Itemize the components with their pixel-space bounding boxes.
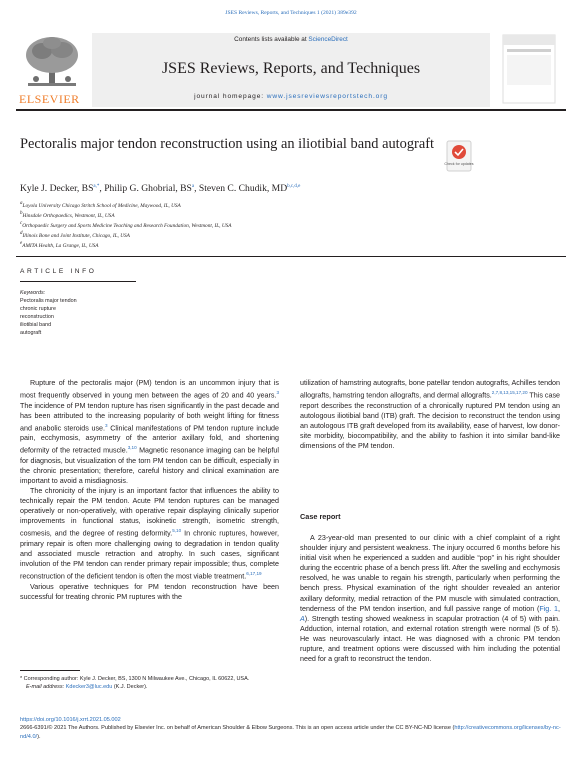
sciencedirect-link[interactable]: ScienceDirect [308, 36, 348, 43]
citation[interactable]: 3 [105, 422, 108, 428]
body-column-right-case [300, 533, 560, 664]
license-text: 2666-6391/© 2021 The Authors. Published by Elsevier Inc. on behalf of American Shoulder & Elbow Surgeons. This is an open access article under the CC BY-NC-ND license (http://creativecommons.org/licenses/by-nc-nd/4.0/). [20, 725, 561, 740]
svg-text:Check for updates: Check for updates [444, 162, 474, 166]
keyword-item: reconstruction [20, 314, 54, 321]
citation[interactable]: 2,7,8,13,15,17,20 [491, 390, 528, 396]
contents-prefix: Contents lists available at [234, 36, 309, 43]
affiliation-rule [16, 256, 566, 257]
journal-cover-image [493, 33, 565, 105]
body-paragraph: utilization of hamstring autografts, bone patellar tendon autografts, Achilles tendon allografts, hamstring tendon allografts, and dermal allografts.$^{2,7,8,13,15,17,20}$ This case report describes the reconstruction of a chronically ruptured PM tendon using an autologous iliotibial band (ITB) graft. The decision to reconstruct the tendon using an autologous ITB graft developed from its availability, ease of harvest, low donor-site morbidity, biocompatibility, and the ability to fashion it into similar band-like dimensions of the PM tendon. [300, 379, 560, 450]
license-link[interactable]: http://creativecommons.org/licenses/by-nc-nd/4.0/ [20, 725, 561, 740]
check-for-updates-badge[interactable] [446, 140, 472, 172]
affiliation-item: $^c$Orthopaedic Surgery and Sports Medicine Teaching and Research Foundation, Westmont, IL, USA [20, 220, 232, 229]
homepage-prefix: journal homepage: [194, 93, 267, 100]
journal-band [92, 33, 490, 107]
citation[interactable]: 3 [276, 390, 279, 396]
contents-line [92, 36, 490, 43]
figure-link[interactable]: Fig. 1 [539, 604, 559, 613]
doi-link[interactable]: https://doi.org/10.1016/j.xrrt.2021.05.002 [20, 717, 121, 723]
article-info-rule [20, 281, 136, 282]
check-updates-icon [446, 140, 472, 172]
corresponding-author: * Corresponding author: Kyle J. Decker, BS, 1300 N Milwaukee Ave., Chicago, IL 60622, USA. [20, 676, 250, 682]
affiliation-item: $^b$Hinsdale Orthopaedics, Westmont, IL, USA [20, 210, 115, 219]
journal-header [16, 33, 566, 107]
figure-panel-link[interactable]: A [300, 614, 305, 623]
running-header: JSES Reviews, Reports, and Techniques 1 (2021) 389e392 [225, 10, 357, 16]
keyword-item: Pectoralis major tendon [20, 298, 77, 305]
bottom-info [20, 716, 565, 741]
email-line: E-mail address: Kdecker3@luc.edu (K.J. Decker). [26, 684, 148, 690]
affiliations [20, 200, 232, 250]
elsevier-logo [16, 33, 88, 105]
keywords-block [20, 289, 77, 338]
affiliation-item: $^a$Loyola University Chicago Stritch School of Medicine, Maywood, IL, USA [20, 201, 181, 209]
homepage-line [92, 93, 490, 100]
elsevier-wordmark: ELSEVIER [19, 92, 80, 106]
author-name: Philip G. Ghobrial, BS [104, 183, 192, 194]
article-title: Pectoralis major tendon reconstruction using an iliotibial band autograft [20, 136, 435, 152]
citation[interactable]: 6,17,19 [246, 571, 262, 577]
footnote [20, 675, 279, 691]
keyword-item: autograft [20, 330, 42, 337]
body-paragraph: A 23-year-old man presented to our clinic with a chief complaint of a right shoulder injury and persistent weakness. The injury occurred 6 months before his initial visit when he experienced a sudden and audible “pop” in his right shoulder during the eccentric phase of a bench press lift. After the swelling and ecchymosis resolved, he was unable to regain his strength, particularly when performing the bench press. Physical examination of the right shoulder revealed an anterior axillary deformity, medial retraction of the PM muscle with simulated contraction, tenderness of the PM tendon insertion, and full passive range of motion (Fig. 1, A). Strength testing showed weakness in scapular protraction (4 of 5) with pain. Adduction, internal rotation, and external rotation strength were normal (5 of 5). He was neurovascularly intact. He was diagnosed with a chronic PM tendon rupture, and treatment options were discussed with him including the potential need for a graft to reconstruct the tendon. [300, 534, 560, 664]
affiliation-item: $^d$Illinois Bone and Joint Institute, Chicago, IL, USA [20, 230, 130, 239]
body-paragraph: Rupture of the pectoralis major (PM) tendon is an uncommon injury that is most frequently observed in young men between the ages of 20 and 40 years.$^3$ The incidence of PM tendon rupture has risen significantly in the past decade and has been attributed to the increasing popularity of both weight lifting for fitness and anabolic steroids use.$^3$ Clinical manifestations of PM tendon rupture include pain, ecchymosis, asymmetry of the anterior axillary fold, and shortening deformity of the retracted muscle.$^{3,10}$ Magnetic resonance imaging can be helpful for diagnosis, but visualization of the torn PM tendon can be difficult, especially in the chronic presentation; therefore, careful history and clinical examination are important to avoid a misdiagnosis. [20, 379, 279, 485]
author-sup[interactable]: a [191, 183, 195, 189]
article-info-header: ARTICLE INFO [20, 268, 97, 275]
author-name: Kyle J. Decker, BS [20, 183, 94, 194]
keywords-label: Keywords: [20, 290, 46, 296]
header-rule [16, 109, 566, 111]
footnote-rule [20, 670, 80, 671]
author-sup[interactable]: b,c,d,e [287, 183, 301, 189]
keyword-item: chronic rupture [20, 306, 56, 313]
tree-logo-icon [16, 33, 88, 91]
body-column-left [20, 378, 279, 602]
body-column-right [300, 378, 560, 451]
affiliation-item: $^e$AMITA Health, La Grange, IL, USA [20, 240, 99, 249]
citation[interactable]: 3,10 [127, 445, 137, 451]
body-paragraph: Various operative techniques for PM tendon reconstruction have been successful for treating chronic PM ruptures with the [20, 582, 279, 601]
author-list: Kyle J. Decker, $BS^{a,*}$, Philip G. Ghobrial, $BS^a$, Steven C. Chudik, MD$^{b,c,d,e}$ [20, 183, 301, 194]
homepage-link[interactable]: www.jsesreviewsreportstech.org [266, 93, 388, 100]
section-heading: Case report [300, 512, 341, 521]
keyword-item: iliotibial band [20, 322, 52, 329]
citation[interactable]: 5,10 [172, 528, 182, 534]
body-paragraph: The chronicity of the injury is an important factor that influences the ability to technically repair the PM tendon. Acute PM tendon ruptures can be managed operatively or non-operatively, with operative repair displaying clinically superior improvements in functional status, isokinetic strength, isometric strength, cosmesis, and the degree of resting deformity.$^{5,10}$ In chronic ruptures, however, primary repair is often more challenging owing to degradation in tendon quality and associated muscle retraction and atrophy. In such cases, significant involution of the PM tendon can render primary repair impossible; thus, complete reconstruction of the deficient tendon is often the most viable treatment.$^{6,17,19}$ [20, 487, 279, 581]
email-link[interactable]: Kdecker3@luc.edu [65, 684, 113, 690]
journal-title: JSES Reviews, Reports, and Techniques [161, 60, 421, 77]
author-sup[interactable]: a,* [93, 183, 100, 189]
author-name: Steven C. Chudik, MD [198, 183, 288, 194]
